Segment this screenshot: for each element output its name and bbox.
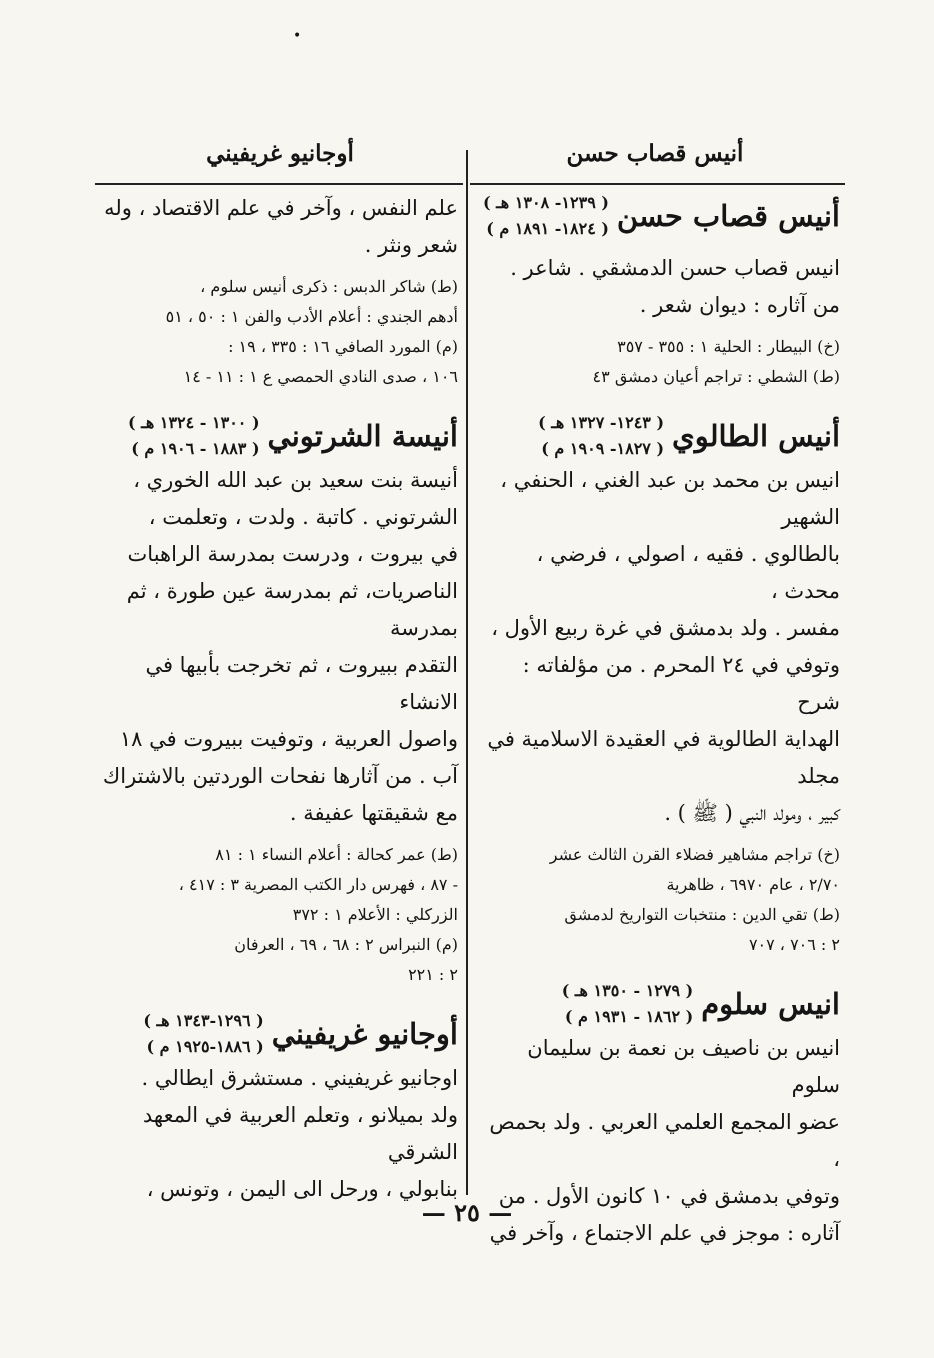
entry-text-line: شعر ونثر . <box>364 233 458 257</box>
entry-text-line: اوجانيو غريفيني . مستشرق ايطالي . <box>141 1066 458 1090</box>
entry-text-line: وتوفي في ٢٤ المحرم . من مؤلفاته : شرح <box>522 653 840 714</box>
entry-dates <box>143 1008 263 1060</box>
reference-line: (ط) شاكر الدبس : ذكرى أنيس سلوم ، <box>200 277 458 296</box>
header-rule-right <box>470 183 845 185</box>
entry-text-line: واصول العربية ، وتوفيت ببيروت في ١٨ <box>119 727 458 751</box>
reference-line: (خ) البيطار : الحلية ١ : ٣٥٥ - ٣٥٧ <box>617 337 840 356</box>
entry-name: أنيسة الشرتوني <box>267 419 458 453</box>
entry-text-line: في بيروت ، ودرست بمدرسة الراهبات <box>127 542 458 566</box>
reference-line: الزركلي : الأعلام ١ : ٣٧٢ <box>292 905 458 924</box>
dates-gregorian: ( ١٨٦٢ - ١٩٣١ م ) <box>564 1007 694 1026</box>
dates-hijri: ( ١٢٧٩ - ١٣٥٠ هـ ) <box>561 981 694 1000</box>
dates-gregorian: ( ١٨٢٧- ١٩٠٩ م ) <box>541 439 665 458</box>
entry-dates <box>483 190 609 242</box>
entry-text-line: بالطالوي . فقيه ، اصولي ، فرضي ، محدث ، <box>536 542 840 603</box>
running-head-left: أوجانيو غريفيني <box>206 140 354 167</box>
entry-heading <box>480 190 840 242</box>
right-column <box>480 190 840 1252</box>
entry-text-line: انيس بن ناصيف بن نعمة بن سليمان سلوم <box>527 1036 840 1097</box>
page-number: — ٢٥ — <box>421 1198 513 1227</box>
entry-dates <box>128 410 260 462</box>
reference-line: (ط) الشطي : تراجم أعيان دمشق ٤٣ <box>592 367 840 386</box>
entry-dates <box>562 978 694 1030</box>
entry-text-line: عضو المجمع العلمي العربي . ولد بحمص ، <box>489 1110 840 1171</box>
entry-text-line: انيس بن محمد بن عبد الغني ، الحنفي ، الشهير <box>500 468 840 529</box>
dates-hijri: ( ١٢٩٦-١٣٤٣ هـ ) <box>143 1011 264 1030</box>
entry-text-line: أنيسة بنت سعيد بن عبد الله الخوري ، <box>133 468 458 492</box>
reference-line: ١٠٦ ، صدى النادي الحمصي ع ١ : ١١ - ١٤ <box>183 367 458 386</box>
entry-text-line: وتوفي بدمشق في ١٠ كانون الأول . من <box>498 1184 840 1208</box>
reference-line: (ط) عمر كحالة : أعلام النساء ١ : ٨١ <box>215 845 458 864</box>
reference-line: - ٨٧ ، فهرس دار الكتب المصرية ٣ : ٤١٧ ، <box>178 875 458 894</box>
entry-text-line: من آثاره : ديوان شعر . <box>639 293 840 317</box>
reference-line: ٢ : ٧٠٦ ، ٧٠٧ <box>748 935 840 954</box>
reference-line: (م) النبراس ٢ : ٦٨ ، ٦٩ ، العرفان <box>234 935 458 954</box>
entry-text-line: ولد بميلانو ، وتعلم العربية في المعهد الشرقي <box>142 1103 458 1164</box>
reference-line: (ط) تقي الدين : منتخبات التواريخ لدمشق <box>564 905 840 924</box>
entry-text-line: الناصريات، ثم بمدرسة عين طورة ، ثم بمدرسة <box>126 579 458 640</box>
entry-heading <box>480 410 840 462</box>
reference-line: أدهم الجندي : أعلام الأدب والفن ١ : ٥٠ ، ٥١ <box>165 307 458 326</box>
entry-text-line: التقدم ببيروت ، ثم تخرجت بأبيها في الانشاء <box>145 653 458 714</box>
entry-heading <box>480 978 840 1030</box>
entry-text-line: بنابولي ، ورحل الى اليمن ، وتونس ، <box>146 1177 458 1201</box>
header-rule-left <box>95 183 463 185</box>
entry-text-line: مع شقيقتها عفيفة . <box>289 801 458 825</box>
running-head-right: أنيس قصاب حسن <box>566 140 744 167</box>
reference-line: ٢/٧٠ ، عام ٦٩٧٠ ، ظاهرية <box>666 875 840 894</box>
entry-text-line: علم النفس ، وآخر في علم الاقتصاد ، وله <box>104 196 458 220</box>
column-divider <box>466 150 468 1195</box>
ink-dot: • <box>293 28 302 44</box>
entry-text-line: الشرتوني . كاتبة . ولدت ، وتعلمت ، <box>148 505 458 529</box>
entry-text-line: كبير ، ومولد النبي ( ﷺ ) . <box>664 801 840 825</box>
dates-hijri: ( ١٣٠٠ - ١٣٢٤ هـ ) <box>128 413 260 432</box>
entry-name: انيس سلوم <box>701 987 840 1021</box>
entry-text-line: مفسر . ولد بدمشق في غرة ربيع الأول ، <box>491 616 840 640</box>
reference-line: (خ) تراجم مشاهير فضلاء القرن الثالث عشر <box>549 845 840 864</box>
entry-heading <box>98 1008 458 1060</box>
dates-gregorian: ( ١٨٢٤- ١٨٩١ م ) <box>486 219 609 238</box>
entry-text-line: انيس قصاب حسن الدمشقي . شاعر . <box>510 256 840 280</box>
dates-hijri: ( ١٢٤٣- ١٣٢٧ هـ ) <box>538 413 665 432</box>
dates-hijri: ( ١٢٣٩- ١٣٠٨ هـ ) <box>482 193 609 212</box>
entry-dates <box>538 410 664 462</box>
left-column <box>98 190 458 1208</box>
entry-name: أنيس الطالوي <box>672 419 840 453</box>
dates-gregorian: ( ١٨٨٦-١٩٢٥ م ) <box>146 1037 264 1056</box>
entry-text-line: الهداية الطالوية في العقيدة الاسلامية في مجلد <box>487 727 840 788</box>
entry-text-line: آثاره : موجز في علم الاجتماع ، وآخر في <box>489 1221 840 1245</box>
reference-line: ٢ : ٢٢١ <box>408 965 458 984</box>
entry-name: أوجانيو غريفيني <box>271 1017 458 1051</box>
entry-heading <box>98 410 458 462</box>
entry-name: أنيس قصاب حسن <box>616 199 840 233</box>
reference-line: (م) المورد الصافي ١٦ : ٣٣٥ ، ١٩ : <box>228 337 458 356</box>
dates-gregorian: ( ١٨٨٣ - ١٩٠٦ م ) <box>131 439 260 458</box>
entry-text-line: آب . من آثارها نفحات الوردتين بالاشتراك <box>102 764 458 788</box>
